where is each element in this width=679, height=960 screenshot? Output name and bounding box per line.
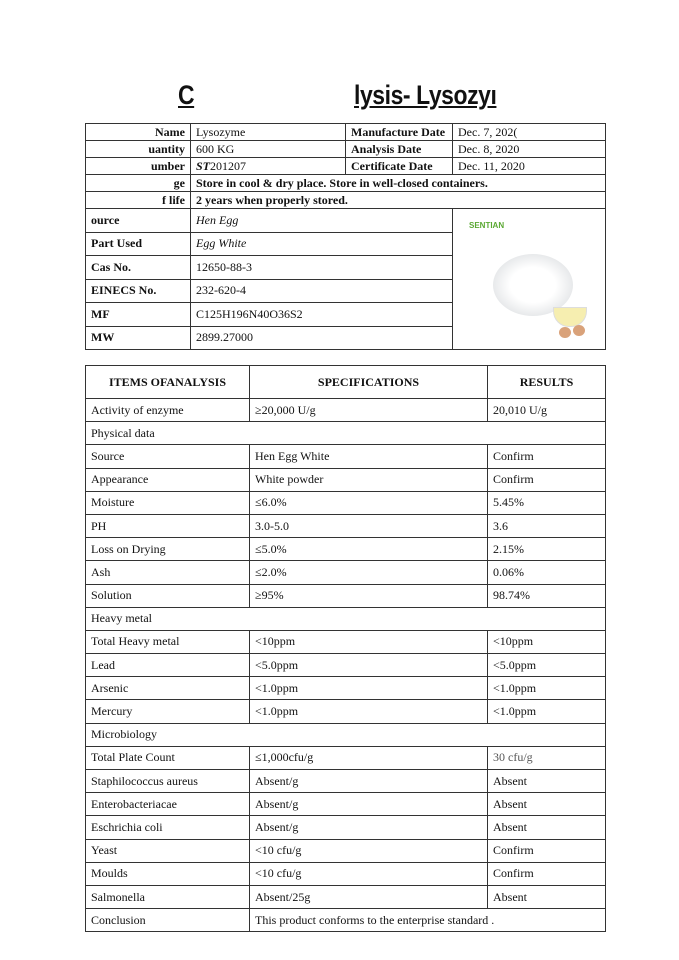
item-cell: Mercury	[86, 700, 250, 723]
detail-value: 2899.27000	[191, 326, 453, 350]
item-cell: Appearance	[86, 468, 250, 491]
result-cell: Absent	[488, 793, 606, 816]
result-cell: Absent	[488, 770, 606, 793]
item-cell: Ash	[86, 561, 250, 584]
table-row	[86, 816, 606, 839]
spec-cell: <1.0ppm	[250, 700, 488, 723]
table-row	[86, 584, 606, 607]
spec-cell: ≤5.0%	[250, 538, 488, 561]
product-info-table	[85, 123, 606, 350]
detail-label: MF	[86, 303, 191, 327]
info-row	[86, 124, 606, 141]
detail-label: ource	[86, 209, 191, 233]
info-label: umber	[86, 158, 191, 175]
column-header: RESULTS	[488, 366, 606, 399]
info-value-2: Dec. 7, 202(	[453, 124, 606, 141]
item-cell: Moulds	[86, 862, 250, 885]
spec-cell: <1.0ppm	[250, 677, 488, 700]
spec-cell: ≥95%	[250, 584, 488, 607]
spec-cell: Absent/g	[250, 816, 488, 839]
table-row	[86, 654, 606, 677]
info-label-2: Analysis Date	[346, 141, 453, 158]
table-row	[86, 491, 606, 514]
detail-label: Part Used	[86, 232, 191, 256]
table-row	[86, 746, 606, 769]
value-text: 201207	[210, 158, 247, 173]
section-heading: Heavy metal	[86, 607, 606, 630]
table-row	[86, 839, 606, 862]
spec-cell: ≤2.0%	[250, 561, 488, 584]
info-label: Name	[86, 124, 191, 141]
analysis-table	[85, 365, 606, 932]
detail-value: 232-620-4	[191, 279, 453, 303]
spec-cell: Absent/g	[250, 770, 488, 793]
result-cell: 98.74%	[488, 584, 606, 607]
result-cell: 2.15%	[488, 538, 606, 561]
table-row	[86, 399, 606, 422]
detail-value: C125H196N40O36S2	[191, 303, 453, 327]
detail-label: EINECS No.	[86, 279, 191, 303]
item-cell: Salmonella	[86, 885, 250, 908]
detail-value: 12650-88-3	[191, 256, 453, 280]
table-row	[86, 468, 606, 491]
header-row	[86, 366, 606, 399]
spec-cell: <5.0ppm	[250, 654, 488, 677]
result-cell: <1.0ppm	[488, 677, 606, 700]
section-heading: Microbiology	[86, 723, 606, 746]
result-cell: 0.06%	[488, 561, 606, 584]
item-cell: Total Heavy metal	[86, 630, 250, 653]
table-row	[86, 561, 606, 584]
table-row	[86, 514, 606, 537]
table-row	[86, 723, 606, 746]
egg-white-bowl-image	[553, 307, 587, 327]
spec-cell: Hen Egg White	[250, 445, 488, 468]
column-header: SPECIFICATIONS	[250, 366, 488, 399]
info-value	[191, 124, 346, 141]
info-value-2: Dec. 8, 2020	[453, 141, 606, 158]
info-label-2: Manufacture Date	[346, 124, 453, 141]
spec-cell: ≤1,000cfu/g	[250, 746, 488, 769]
spec-cell: 3.0-5.0	[250, 514, 488, 537]
value-text: Lysozyme	[196, 124, 246, 139]
table-row	[86, 862, 606, 885]
detail-value: Hen Egg	[191, 209, 453, 233]
table-row	[86, 607, 606, 630]
title-fragment-right: lysis- Lysozyı	[354, 80, 497, 110]
info-label-2: Certificate Date	[346, 158, 453, 175]
result-cell: Confirm	[488, 862, 606, 885]
info-row	[86, 175, 606, 192]
info-row	[86, 141, 606, 158]
item-cell: Solution	[86, 584, 250, 607]
item-cell: Arsenic	[86, 677, 250, 700]
result-cell: Confirm	[488, 468, 606, 491]
item-cell: Lead	[86, 654, 250, 677]
result-cell: <10ppm	[488, 630, 606, 653]
detail-label: Cas No.	[86, 256, 191, 280]
section-heading: Physical data	[86, 422, 606, 445]
item-cell: Eschrichia coli	[86, 816, 250, 839]
info-value	[191, 141, 346, 158]
egg-image	[559, 327, 571, 338]
item-cell: Total Plate Count	[86, 746, 250, 769]
result-cell: Absent	[488, 816, 606, 839]
info-row	[86, 192, 606, 209]
column-header: ITEMS OFANALYSIS	[86, 366, 250, 399]
result-cell: Absent	[488, 885, 606, 908]
table-row	[86, 422, 606, 445]
result-cell: 5.45%	[488, 491, 606, 514]
spec-cell: <10 cfu/g	[250, 862, 488, 885]
egg-image	[573, 325, 585, 336]
item-cell: PH	[86, 514, 250, 537]
detail-value: Egg White	[191, 232, 453, 256]
table-row	[86, 700, 606, 723]
result-cell: Confirm	[488, 445, 606, 468]
item-cell: Yeast	[86, 839, 250, 862]
item-cell: Activity of enzyme	[86, 399, 250, 422]
info-value: Store in cool & dry place. Store in well-closed containers.	[191, 175, 606, 192]
spec-cell: ≥20,000 U/g	[250, 399, 488, 422]
table-row	[86, 793, 606, 816]
detail-label: MW	[86, 326, 191, 350]
product-image	[453, 209, 606, 350]
table-row	[86, 445, 606, 468]
info-value	[191, 158, 346, 175]
spec-cell: ≤6.0%	[250, 491, 488, 514]
spec-cell: White powder	[250, 468, 488, 491]
item-cell: Staphilococcus aureus	[86, 770, 250, 793]
title-fragment-left: C	[178, 80, 195, 110]
spec-cell: Absent/25g	[250, 885, 488, 908]
value-text: 600 KG	[196, 141, 235, 156]
table-row	[86, 909, 606, 932]
table-row	[86, 770, 606, 793]
detail-row	[86, 209, 606, 233]
spec-cell: <10 cfu/g	[250, 839, 488, 862]
result-cell: 20,010 U/g	[488, 399, 606, 422]
result-cell: <5.0ppm	[488, 654, 606, 677]
batch-prefix: ST	[196, 158, 211, 173]
item-cell: Moisture	[86, 491, 250, 514]
info-label: f life	[86, 192, 191, 209]
item-cell: Source	[86, 445, 250, 468]
table-row	[86, 885, 606, 908]
info-value-2: Dec. 11, 2020	[453, 158, 606, 175]
item-cell: Conclusion	[86, 909, 250, 932]
spec-cell: Absent/g	[250, 793, 488, 816]
sentian-logo: SENTIAN	[469, 221, 505, 230]
table-row	[86, 630, 606, 653]
conclusion-cell: This product conforms to the enterprise standard .	[250, 909, 606, 932]
spec-cell: <10ppm	[250, 630, 488, 653]
item-cell: Enterobacteriacae	[86, 793, 250, 816]
item-cell: Loss on Drying	[86, 538, 250, 561]
table-row	[86, 677, 606, 700]
info-label: uantity	[86, 141, 191, 158]
info-row	[86, 158, 606, 175]
info-label: ge	[86, 175, 191, 192]
result-cell: 30 cfu/g	[488, 746, 606, 769]
table-row	[86, 538, 606, 561]
result-cell: 3.6	[488, 514, 606, 537]
result-cell: <1.0ppm	[488, 700, 606, 723]
result-cell: Confirm	[488, 839, 606, 862]
info-value: 2 years when properly stored.	[191, 192, 606, 209]
